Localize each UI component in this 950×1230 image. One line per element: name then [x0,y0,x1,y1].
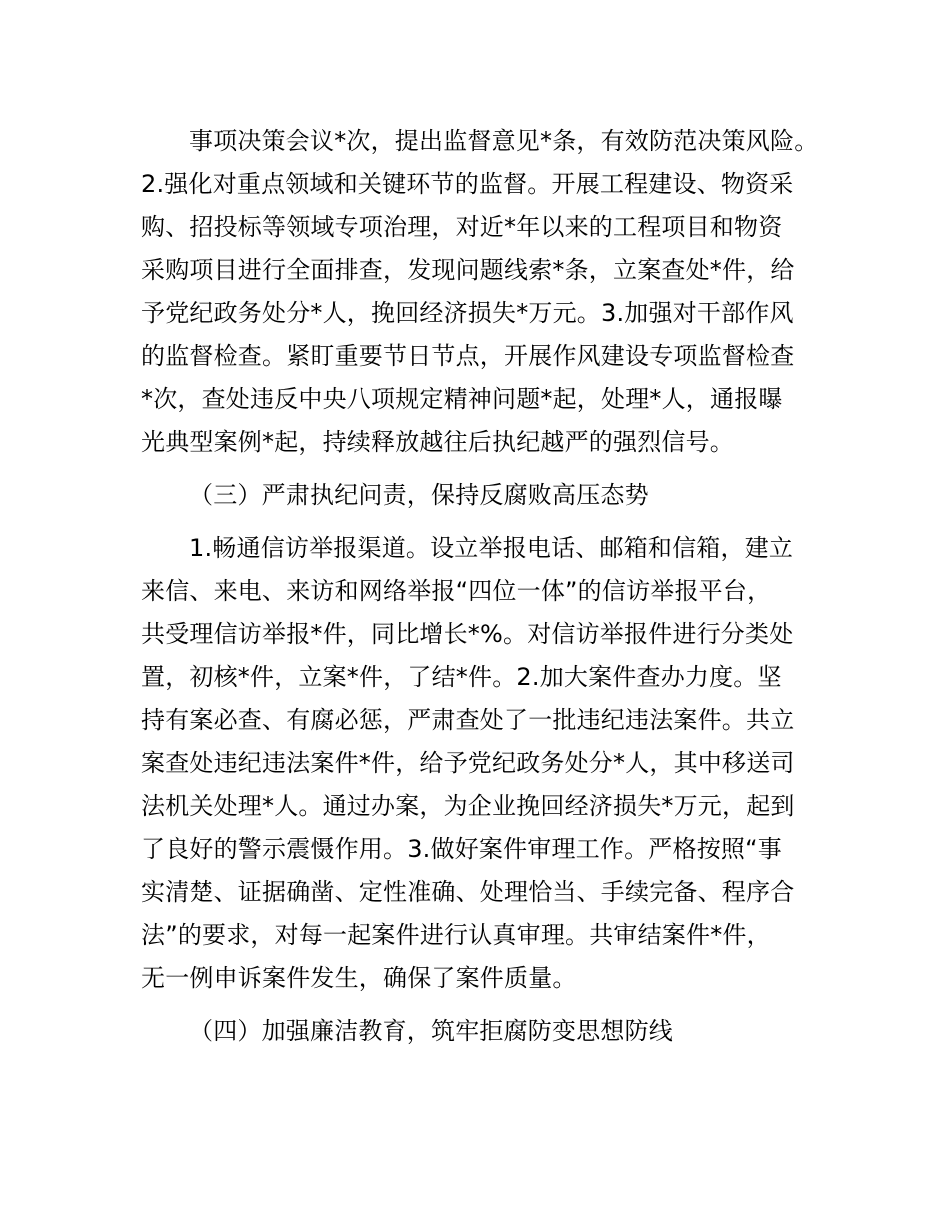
paragraph-line: 法机关处理*人。通过办案，为企业挽回经济损失*万元，起到 [141,792,795,820]
paragraph-line: 置，初核*件，立案*件，了结*件。2.加大案件查办力度。坚 [141,663,782,691]
paragraph-line: 共受理信访举报*件，同比增长*%。对信访举报件进行分类处 [141,620,794,648]
paragraph-line: 法”的要求，对每一起案件进行认真审理。共审结案件*件， [141,921,771,949]
paragraph-line: 的监督检查。紧盯重要节日节点，开展作风建设专项监督检查 [141,342,795,370]
section-heading-4: （四）加强廉洁教育，筑牢拒腐防变思想防线 [189,1017,673,1045]
paragraph-line: 事项决策会议*次，提出监督意见*条，有效防范决策风险。 [189,127,819,155]
paragraph-line: 2.强化对重点领域和关键环节的监督。开展工程建设、物资采 [141,170,794,198]
paragraph-line: 无一例申诉案件发生，确保了案件质量。 [141,964,577,992]
paragraph-line: 1.畅通信访举报渠道。设立举报电话、邮箱和信箱，建立 [189,534,794,562]
paragraph-line: 予党纪政务处分*人，挽回经济损失*万元。3.加强对干部作风 [141,299,794,327]
paragraph-line: 采购项目进行全面排查，发现问题线索*条，立案查处*件，给 [141,256,795,284]
paragraph-line: 购、招投标等领域专项治理，对近*年以来的工程项目和物资 [141,213,783,241]
paragraph-line: 来信、来电、来访和网络举报“四位一体”的信访举报平台， [141,577,772,605]
paragraph-line: 持有案必查、有腐必惩，严肃查处了一批违纪违法案件。共立 [141,706,795,734]
paragraph-line: 光典型案例*起，持续释放越往后执纪越严的强烈信号。 [141,428,734,456]
paragraph-line: 案查处违纪违法案件*件，给予党纪政务处分*人，其中移送司 [141,749,795,777]
paragraph-line: *次，查处违反中央八项规定精神问题*起，处理*人，通报曝 [141,385,783,413]
paragraph-line: 了良好的警示震慑作用。3.做好案件审理工作。严格按照“事 [141,835,782,863]
paragraph-line: 实清楚、证据确凿、定性准确、处理恰当、手续完备、程序合 [141,878,795,906]
section-heading-3: （三）严肃执纪问责，保持反腐败高压态势 [189,481,649,509]
